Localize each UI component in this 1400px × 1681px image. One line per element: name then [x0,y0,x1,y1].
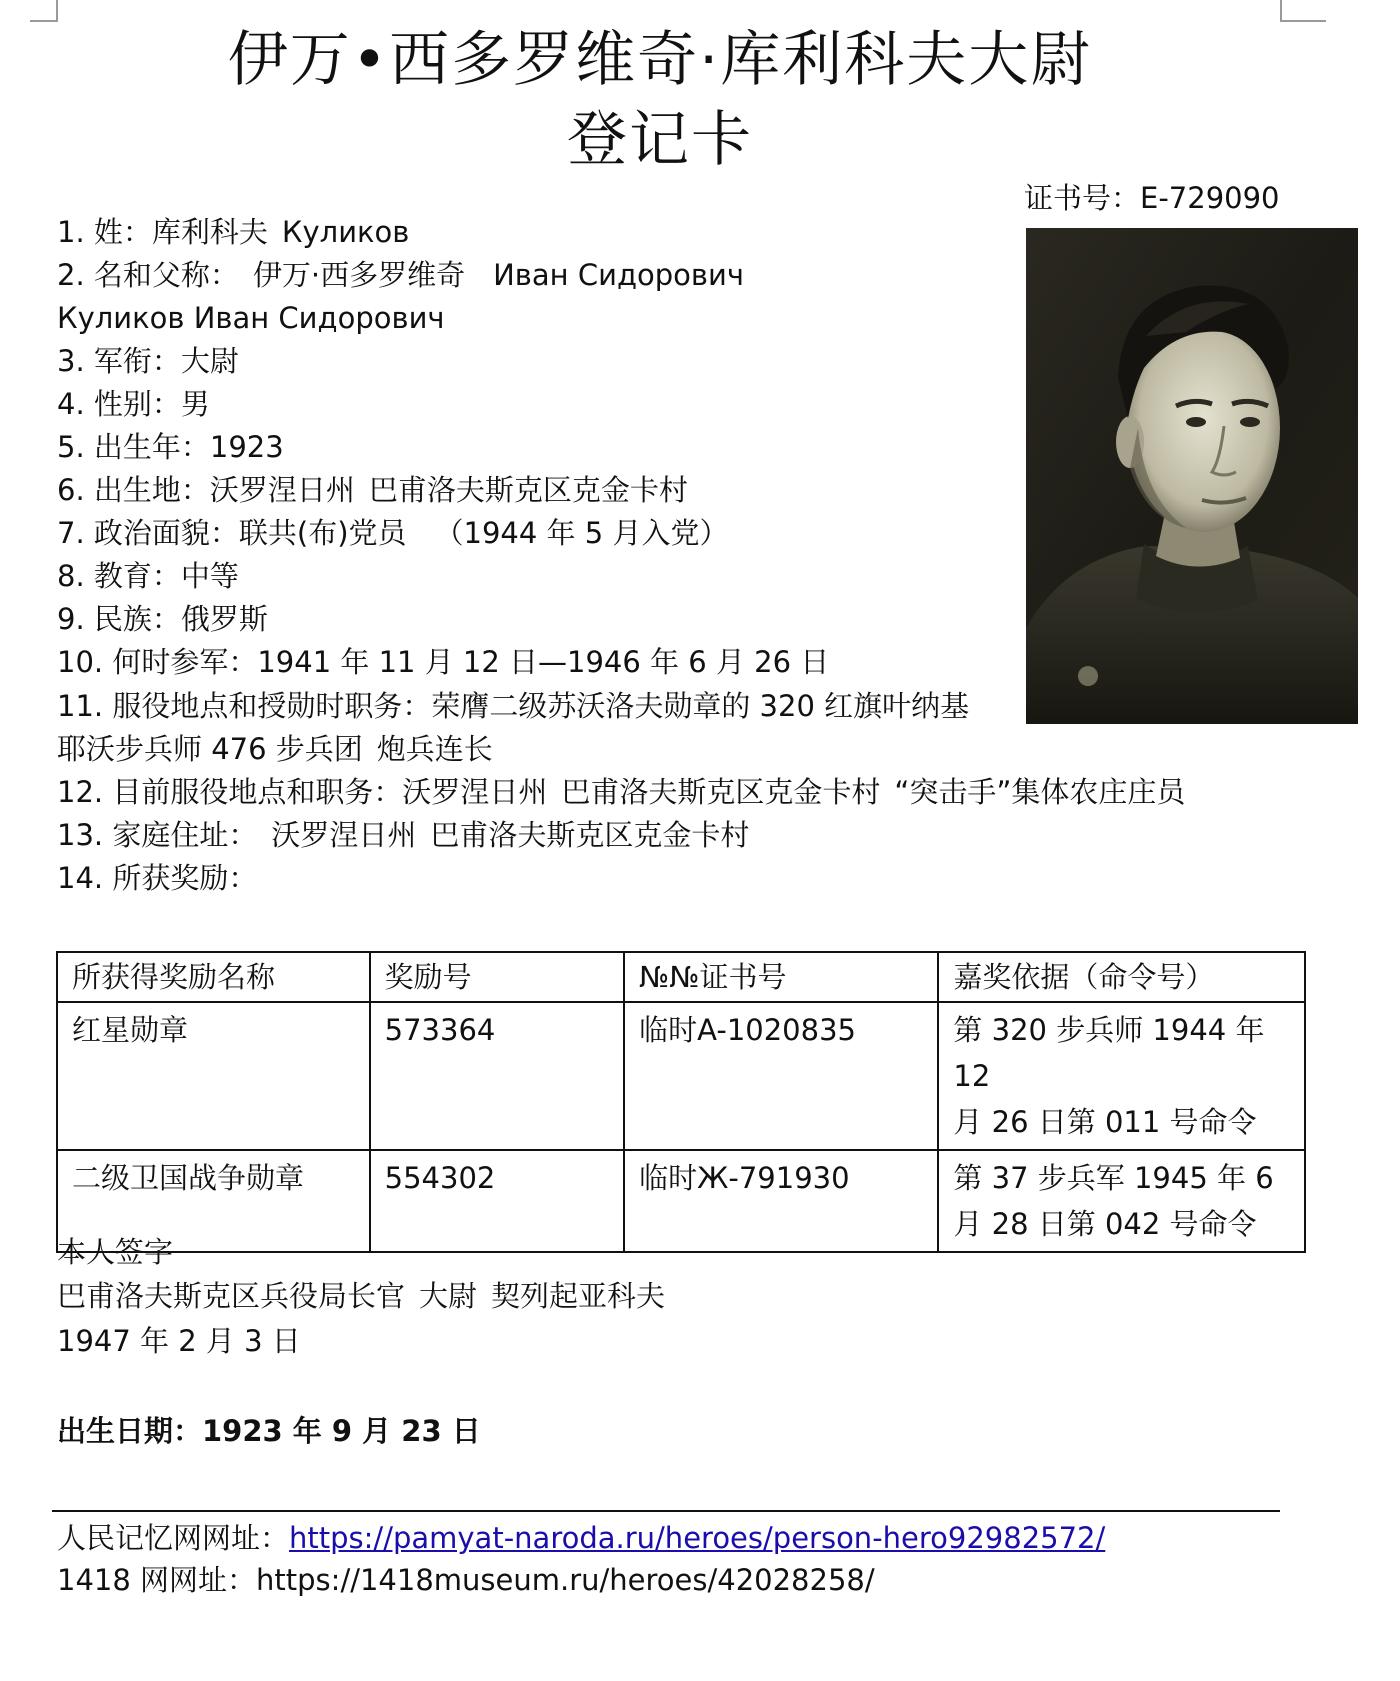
page-title: 伊万•西多罗维奇·库利科夫大尉 [227,25,1093,95]
footer-museum-label: 1418 网网址： [57,1563,257,1597]
field-surname-ru: Куликов [281,215,410,249]
footer-museum-url[interactable]: https://1418museum.ru/heroes/42028258/ [256,1563,875,1597]
field-education: 8. 教育：中等 [57,559,239,593]
portrait-photo [1026,228,1358,724]
field-surname-cn: 库利科夫 [151,215,268,249]
field-current-village: 巴甫洛夫斯克区克金卡村 [561,775,881,809]
award-number: 554302 [370,1150,625,1252]
field-birth-year: 5. 出生年：1923 [57,430,284,464]
field-political-note: （1944 年 5 月入党） [434,516,729,550]
field-ethnicity: 9. 民族：俄罗斯 [57,602,268,636]
field-current-position: “突击手”集体农庄庄员 [894,775,1186,809]
footer-memory-site [57,1518,1105,1558]
field-address-village: 巴甫洛夫斯克区克金卡村 [430,818,750,852]
award-basis [938,1002,1305,1150]
awards-table [56,951,1306,1253]
field-political-value: 联共(布)党员 [238,516,407,550]
award-certificate: 临时A-1020835 [624,1002,938,1150]
awards-header-name: 所获得奖励名称 [57,952,370,1002]
awards-table-header-row [57,952,1305,1002]
signature-self: 本人签字 [57,1235,174,1269]
field-address-region: 沃罗涅日州 [271,818,417,852]
field-name-patronymic [57,255,744,295]
field-birthplace-village: 巴甫洛夫斯克区克金卡村 [368,473,688,507]
field-birthplace [57,470,688,510]
award-name: 红星勋章 [57,1002,370,1150]
award-basis [938,1150,1305,1252]
signature-officer-rank: 大尉 [419,1279,478,1313]
field-political-label: 7. 政治面貌： [57,516,239,550]
award-name: 二级卫国战争勋章 [57,1150,370,1252]
field-birthplace-region: 沃罗涅日州 [209,473,355,507]
award-certificate: 临时Ж-791930 [624,1150,938,1252]
signature-officer-title: 巴甫洛夫斯克区兵役局长官 [57,1279,406,1313]
signature-date: 1947 年 2 月 3 日 [57,1324,301,1358]
field-service-place-line1: 11. 服役地点和授勋时职务：荣膺二级苏沃洛夫勋章的 320 红旗叶纳基 [57,689,970,723]
field-current-label: 12. 目前服役地点和职务： [57,775,403,809]
field-current-service [57,772,1185,812]
field-political-status [57,513,728,553]
footer-museum-site [57,1560,875,1600]
award-basis-line1: 第 37 步兵军 1945 年 6 [953,1161,1274,1195]
field-rank: 3. 军衔：大尉 [57,344,239,378]
field-surname-label: 1. 姓： [57,215,152,249]
table-row [57,1150,1305,1252]
field-address-label: 13. 家庭住址： [57,818,258,852]
field-current-region: 沃罗涅日州 [402,775,548,809]
field-service-period: 10. 何时参军：1941 年 11 月 12 日—1946 年 6 月 26 日 [57,645,830,679]
signature-officer-name: 契列起亚科夫 [491,1279,666,1313]
table-row [57,1002,1305,1150]
field-service-place-line2 [57,729,493,769]
certificate-number: 证书号：E-729090 [1024,181,1280,215]
field-full-name-ru: Куликов Иван Сидорович [57,301,445,335]
awards-header-number: 奖励号 [370,952,625,1002]
field-surname [57,212,409,252]
award-basis-line2: 月 26 日第 011 号命令 [953,1105,1257,1139]
field-awards-heading: 14. 所获奖励： [57,861,258,895]
field-name-label: 2. 名和父称： [57,258,239,292]
award-basis-line2: 月 28 日第 042 号命令 [953,1207,1257,1241]
awards-header-certificate: №№证书号 [624,952,938,1002]
signature-officer [57,1276,665,1316]
field-service-position: 炮兵连长 [376,732,493,766]
award-number: 573364 [370,1002,625,1150]
portrait-icon [1026,228,1358,724]
footer-memory-link[interactable]: https://pamyat-naroda.ru/heroes/person-hero92982572/ [289,1521,1106,1555]
birth-date: 出生日期：1923 年 9 月 23 日 [57,1414,481,1448]
field-home-address [57,815,749,855]
page-subtitle: 登记卡 [567,105,753,175]
crop-mark-top-right [1280,0,1326,22]
field-birthplace-label: 6. 出生地： [57,473,210,507]
award-basis-line1: 第 320 步兵师 1944 年 12 [953,1013,1265,1093]
field-name-ru: Иван Сидорович [493,258,744,292]
awards-header-basis: 嘉奖依据（命令号） [938,952,1305,1002]
field-gender: 4. 性别：男 [57,387,210,421]
field-service-unit: 耶沃步兵师 476 步兵团 [57,732,363,766]
field-name-cn: 伊万·西多罗维奇 [252,258,466,292]
crop-mark-top-left [30,0,58,22]
footer-divider [52,1510,1280,1512]
footer-memory-label: 人民记忆网网址： [57,1521,290,1555]
